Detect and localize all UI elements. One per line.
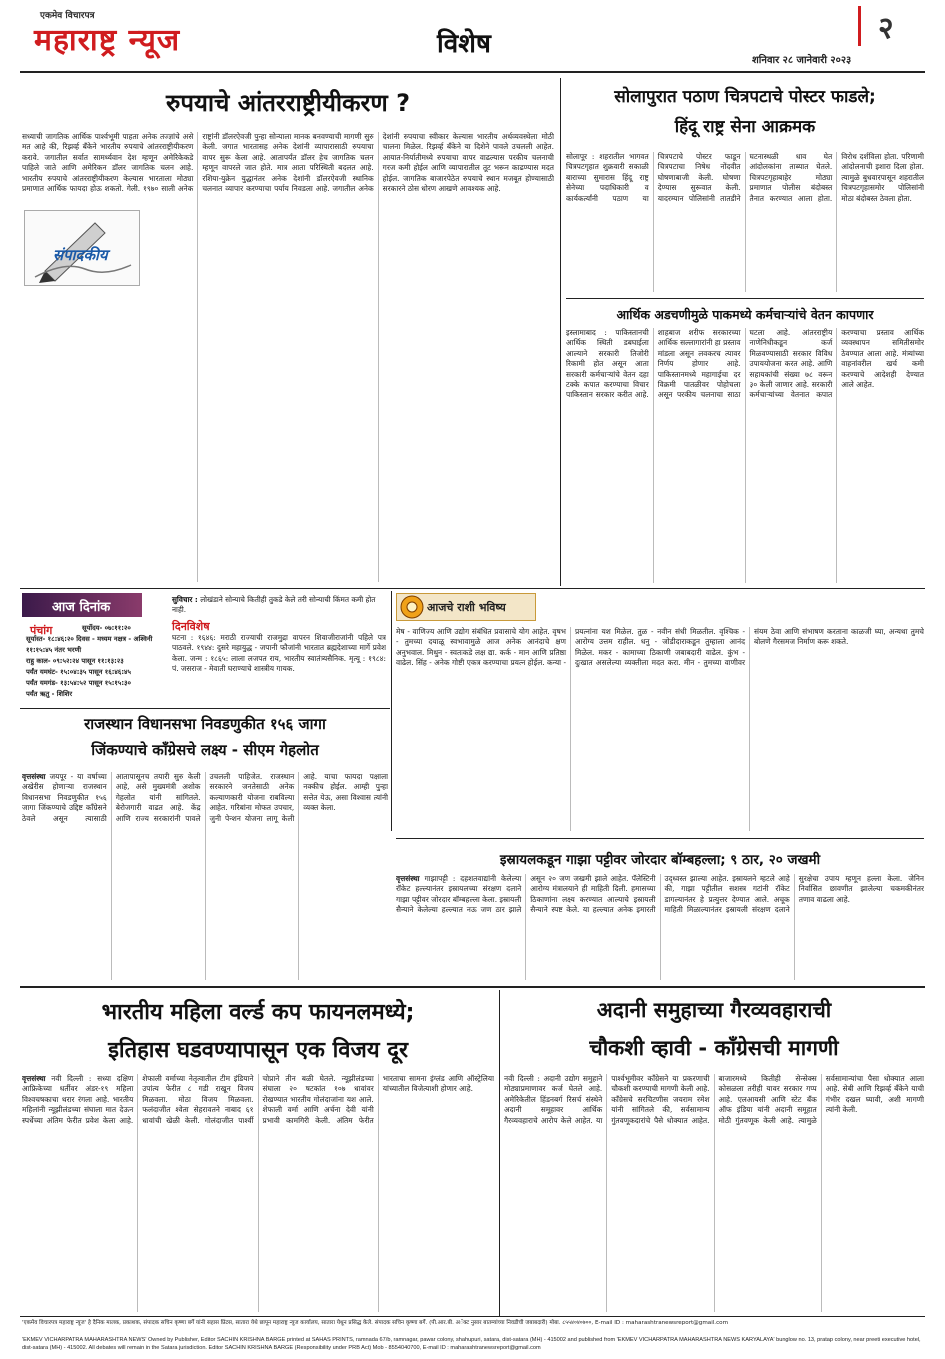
adani-article	[504, 992, 924, 1314]
masthead-name: महाराष्ट्र न्यूज	[34, 23, 181, 58]
solapur-headline-2: हिंदू राष्ट्र सेना आक्रमक	[674, 117, 816, 137]
adani-headline-2: चौकशी व्हावी - काँग्रेसची मागणी	[589, 1036, 839, 1060]
suvichar	[172, 595, 386, 615]
cricket-article	[22, 992, 494, 1314]
israel-byline: वृत्तसंस्था	[396, 874, 420, 883]
panchang-title: आज दिनांक	[52, 600, 111, 615]
footer-english: 'EKMEV VICHARPATRA MAHARASHTRA NEWS' Owned by Publisher, Editor SACHIN KRISHNA BARGE printed at SAHAS PRINTS, ramnada 67/b, ramnagar, pawar colony, shahupuri, satara, dist-satara (MH) - 415002 and published from 'EKMEV VICHARPATRA MAHARASHTRA NEWS KARYALAYA' bunglow no. 13, pratap colony, near preeti executive hotel, dist-satara (MH) - 415002. All debates will remain in the Satara jurisdiction. Editor SACHIN KRISHNA BARGE (Responsibility under PRB Act) Mob - 8554040700, E-mail ID : maharashtranewsreport@gmail.com	[22, 1337, 921, 1351]
section-title: विशेष	[437, 29, 491, 59]
cricket-byline: वृत्तसंस्था	[22, 1074, 46, 1083]
dinvishesh-title: दिनविशेष	[172, 620, 210, 633]
vertical-divider-top	[560, 78, 561, 586]
solapur-headline-1: सोलापुरात पठाण चित्रपटाचे पोस्टर फाडले;	[614, 87, 876, 107]
panchang-lines	[26, 623, 168, 700]
panchang-box	[22, 593, 388, 705]
masthead	[0, 0, 945, 80]
panchang-line: सूर्यास्त- १८:४६:२० दिवस - मध्यम नक्षत्र - अश्विनी ११:१५:४५ नंतर भरणी	[26, 635, 153, 654]
panchang-line: सूर्योदय- ०७:११:२०	[82, 624, 131, 632]
israel-body	[396, 874, 924, 980]
solapur-bottom-rule	[566, 298, 924, 299]
vertical-divider-mid	[391, 591, 392, 831]
rashi-title: आजचे राशी भविष्य	[427, 601, 506, 614]
panchang-title-bar	[22, 593, 142, 617]
page-number-divider	[858, 6, 861, 46]
panchang-line: पर्यंत यमघंट- १५:०४:३५ पासून १६:४६:४५	[26, 668, 131, 676]
cricket-text: नवी दिल्ली : सध्या दक्षिण आफ्रिकेच्या धर्तीवर अंडर-१९ महिला विश्वचषकाचा थरार रंगला आहे. भारतीय महिलांनी न्यूझीलंडच्या संघाला मात देऊन स्पर्धेच्या अंतिम फेरीत प्रवेश केला आहे. शेफाली वर्माच्या नेतृत्वातील टीम इंडियाने उपांत्य फेरीत ८ गडी राखून विजय मिळवला. मोठा विजय मिळवला. फलंदाजीत श्वेता सेहरावतने नाबाद ६१ धावांची खेळी केली. गोलंदाजीत पार्श्वी चोप्राने तीन बळी घेतले. न्यूझीलंडच्या संघाला २० षटकांत १०७ धावांवर रोखण्यात भारतीय गोलंदाजांना यश आले. शेफाली वर्मा आणि अर्चना देवी यांनी प्रभावी कामगिरी केली. अंतिम फेरीत भारताचा सामना इंग्लंड आणि ऑस्ट्रेलिया यांच्यातील विजेत्याशी होणार आहे.	[22, 1074, 494, 1125]
editorial-article	[22, 80, 554, 585]
section-rule-2	[20, 708, 390, 709]
section-rule-3	[396, 838, 924, 839]
rashi-box	[396, 593, 924, 835]
cricket-headline-2: इतिहास घडवण्यापासून एक विजय दूर	[108, 1038, 408, 1063]
rajasthan-headline-1: राजस्थान विधानसभा निवडणुकीत १५६ जागा	[84, 715, 326, 733]
cricket-body	[22, 1074, 494, 1312]
adani-headline-1: अदानी समुहाच्या गैरव्यवहाराची	[596, 998, 832, 1022]
vertical-divider-bottom	[499, 990, 500, 1316]
rajasthan-body	[22, 772, 388, 980]
suvichar-text: लोखंडाने सोन्याचे कितीही तुकडे केले तरी सोन्याची किंमत कमी होत नाही.	[172, 595, 376, 614]
section-rule-1	[20, 588, 925, 589]
israel-headline: इस्रायलकडून गाझा पट्टीवर जोरदार बॉम्बहल्ला; ९ ठार, २० जखमी	[499, 852, 821, 868]
salary-article	[566, 302, 924, 586]
rajasthan-article	[22, 712, 388, 982]
issue-date: शनिवार २८ जानेवारी २०२३	[752, 55, 852, 66]
israel-article	[396, 842, 924, 982]
panchang-line: राहु काल- ०९:५२:२४ पासून ११:१३:२३	[26, 657, 124, 665]
solapur-article	[566, 80, 924, 298]
panchang-line: पर्यंत यमगंड- १३:५४:५२ पासून १५:१५:३०	[26, 679, 131, 687]
zodiac-wheel-icon	[400, 595, 424, 619]
footer-rule	[20, 1316, 925, 1317]
footer-marathi: 'एकमेव विचारपत्र महाराष्ट्र न्यूज' हे दैनिक मालक, प्रकाशक, संपादक सचिन कृष्णा बर्गे यांनी सहास प्रिंटस, सातारा येथे छापून महाराष्ट्र न्यूज कार्यालय, सातारा येथून प्रसिद्ध केले. संपादक सचिन कृष्णा बर्गे. (पी.आर.बी. अॅक्ट नुसार बातम्यांच्या निवडीची जबाबदारी) मोबा. ८५५४०४०७००, E-mail ID : maharashtranewsreport@gmail.com	[22, 1320, 729, 1326]
editorial-headline: रुपयाचे आंतरराष्ट्रीयीकरण ?	[165, 89, 411, 117]
suvichar-label: सुविचार :	[172, 595, 198, 604]
panchang-heading: पंचांग	[30, 624, 53, 637]
page-number: २	[878, 11, 894, 46]
section-rule-4	[20, 986, 925, 988]
masthead-tagline: एकमेव विचारपत्र	[40, 11, 95, 21]
rajasthan-text: जयपूर - या वर्षाच्या अखेरीस होणाऱ्या राजस्थान विधानसभा निवडणुकीत १५६ जागा जिंकण्याचे उद्दिष्ट काँग्रेसने ठेवले असून त्यासाठी आतापासूनच तयारी सुरु केली आहे, असे मुख्यमंत्री अशोक गेहलोत यांनी सांगितले. बेरोजगारी वाढत आहे. केंद्र आणि राज्य सरकारांनी पावले उचलली पाहिजेत. राजस्थान सरकारने जनतेसाठी अनेक कल्याणकारी योजना राबविल्या आहेत. गरिबांना मोफत उपचार, जुनी पेन्शन योजना लागू केली आहे. याचा फायदा पक्षाला नक्कीच होईल. आम्ही पुन्हा सत्तेत येऊ, असा विश्वास त्यांनी व्यक्त केला.	[22, 772, 388, 823]
cricket-headline-1: भारतीय महिला वर्ल्ड कप फायनलमध्ये;	[101, 1000, 415, 1025]
editorial-body: सध्याची जागतिक आर्थिक पार्श्वभूमी पाहता अनेक तज्ज्ञांचे असे मत आहे की, रिझर्व्ह बँकेने भारतीय रुपयाचे आंतरराष्ट्रीयीकरण करावे. जगातील सर्वात सामर्थ्यवान देश म्हणून अमेरिकेकडे पाहिले जाते आणि अमेरिकन डॉलर जागतिक चलन आहे. भारतीय रुपयाचे आंतरराष्ट्रीयीकरण केल्यास भारताला मोठ्या प्रमाणात आर्थिक फायदा होऊ शकतो. गेली. १९७० साली अनेक राष्ट्रांनी डॉलरऐवजी पुन्हा सोन्याला मानक बनवण्याची मागणी सुरु केली. जगात भारतासह अनेक देशांनी व्यापारासाठी रुपयाचा वापर सुरू केला आहे. आतापर्यंत डॉलर हेच जागतिक चलन म्हणून वापरले जात होते. मात्र आता परिस्थिती बदलत आहे. रशिया-युक्रेन युद्धानंतर अनेक देशांनी डॉलरऐवजी स्थानिक चलनात व्यापार करण्याचा पर्याय निवडला आहे. जगातील अनेक देशांनी रुपयाचा स्वीकार केल्यास भारतीय अर्थव्यवस्थेला मोठी चालना मिळेल. रिझर्व्ह बँकेने या दिशेने पावले उचलली आहेत. आयात-निर्यातीमध्ये रुपयाचा वापर वाढल्यास परकीय चलनाची गरज कमी होईल आणि व्यापारातील तूट भरून काढण्यास मदत होईल. जागतिक बाजारपेठेत रुपयाचे स्थान मजबूत होण्यासाठी सरकारने ठोस धोरण आखणे आवश्यक आहे.	[22, 132, 554, 194]
israel-text: गाझापट्टी : दहशतवाद्यांनी केलेल्या रॉकेट हल्ल्यानंतर इस्रायलच्या संरक्षण दलाने गाझा पट्टीवर जोरदार बॉम्बहल्ला केला. इस्रायली सैन्याने केलेल्या हल्ल्यात नऊ जण ठार झाले असून २० जण जखमी झाले आहेत. पॅलेस्टिनी आरोग्य मंत्रालयाने ही माहिती दिली. हमासच्या ठिकाणांना लक्ष्य करण्यात आल्याचे इस्रायली सैन्याने स्पष्ट केले. या हल्ल्यात अनेक इमारती उद्ध्वस्त झाल्या आहेत. इस्रायलने म्हटले आहे की, गाझा पट्टीतील सशस्त्र गटांनी रॉकेट डागल्यानंतर हे प्रत्युत्तर देण्यात आले. अचूक माहिती मिळाल्यानंतर इस्रायली संरक्षण दलाने सुरक्षेचा उपाय म्हणून हल्ला केला. जेनिन निर्वासित छावणीत झालेल्या चकमकीनंतर तणाव वाढला आहे.	[396, 874, 924, 915]
masthead-rule	[20, 71, 925, 73]
editorial-label: संपादकीय	[53, 246, 108, 264]
dinvishesh-text: घटना : १६४६: मराठी राज्याची राजमुद्रा वापरन शिवाजीराजांनी पहिले पत्र पाठवले. १९४४: दुसरे महायुद्ध - जपानी फौजांनी भारतात ब्रह्मदेशाच्या मार्गे प्रवेश केला. जन्म : १८६५: लाला लजपत राय, भारतीय स्वातंत्र्यसैनिक. मृत्यू : १९८४: पं. जसराज - मेवाती घराण्याचे शास्त्रीय गायक.	[172, 633, 386, 674]
rashi-body: मेष - वाणिज्य आणि उद्योग संबंधित प्रवासाचे योग आहेत. वृषभ - तुमच्या दयाळू स्वभावामुळे आज अनेक आनंदाचे क्षण अनुभवाल. मिथुन - स्वतःकडे लक्ष द्या. कर्क - मान आणि प्रतिष्ठा वाढेल. सिंह - अनेक गोष्टी एकत्र करण्याचा प्रयत्न होईल. कन्या - प्रयत्नांना यश मिळेल. तुळ - नवीन संधी मिळतील. वृश्चिक - आरोग्य उत्तम राहील. धनु - जोडीदाराकडून तुम्हाला आनंद मिळेल. मकर - कामाच्या ठिकाणी जबाबदारी वाढेल. कुंभ - दुःखात असलेल्या व्यक्तीला मदत करा. मीन - तुमच्या वाणीवर संयम ठेवा आणि संभाषण करताना काळजी घ्या, अन्यथा तुमचे बोलणे गैरसमज निर्माण करू शकते.	[396, 627, 924, 668]
panchang-line: पर्यंत ऋतु - शिशिर	[26, 690, 73, 698]
adani-body: नवी दिल्ली : अदानी उद्योग समुहाने मोठ्याप्रमाणावर कर्ज घेतले आहे. अमेरिकेतील हिंडनबर्ग रिसर्च संस्थेने अदानी समूहावर आर्थिक गैरव्यवहाराचे आरोप केले आहेत. या पार्श्वभूमीवर काँग्रेसने या प्रकरणाची चौकशी करण्याची मागणी केली आहे. काँग्रेसचे सरचिटणीस जयराम रमेश यांनी सांगितले की, सर्वसामान्य गुंतवणूकदारांचे पैसे धोक्यात आहेत. बाजारमध्ये कितीही सेन्सेक्स कोसळला तरीही यावर सरकार गप्प आहे. एलआयसी आणि स्टेट बँक ऑफ इंडिया यांनी अदानी समूहात मोठी गुंतवणूक केली आहे. त्यामुळे सर्वसामान्यांचा पैसा धोक्यात आला आहे. सेबी आणि रिझर्व्ह बँकेने याची गंभीर दखल घ्यावी, अशी मागणी त्यांनी केली.	[504, 1074, 924, 1125]
rajasthan-byline: वृत्तसंस्था	[22, 772, 46, 781]
rashi-title-bar	[396, 593, 536, 621]
solapur-body: सोलापूर : शहरातील भागवत चित्रपटगृहात शुक्रवारी सकाळी बाराच्या सुमारास हिंदू राष्ट्र सेनेच्या पदाधिकारी व कार्यकर्त्यांनी पठाण या चित्रपटाचे पोस्टर फाडून चित्रपटाचा निषेध नोंदवीत घोषणाबाजी केली. घोषणा देण्यास सुरूवात केली. यादरम्यान पोलिसांनी तातडीने घटनास्थळी धाव घेत आंदोलकांना ताब्यात घेतले. चित्रपटगृहाबाहेर मोठ्या प्रमाणात पोलीस बंदोबस्त तैनात करण्यात आला होता. विरोध दर्शविला होता. परिणामी आंदोलनाची इशारा दिला होता. त्यामुळे बुधवारपासून शहरातील चित्रपटगृहासमोर पोलिसांनी मोठा बंदोबस्त ठेवला होता.	[566, 152, 924, 203]
rajasthan-headline-2: जिंकण्याचे काँग्रेसचे लक्ष्य - सीएम गेहलोत	[91, 741, 319, 759]
salary-body: इस्लामाबाद : पाकिस्तानची आर्थिक स्थिती डबघाईला आल्याने सरकारी तिजोरी रिकामी होत असून आता सरकारी कर्मचाऱ्यांचे वेतन दहा टक्के कपात करण्याचा विचार पाकिस्तान सरकार करीत आहे. शाहबाज शरीफ सरकारच्या आर्थिक सल्लागारांनी हा प्रस्ताव मांडला असून लवकरच त्यावर निर्णय होणार आहे. पाकिस्तानमध्ये महागाईचा दर विक्रमी पातळीवर पोहोचला असून परकीय चलनाचा साठा घटला आहे. आंतरराष्ट्रीय नाणेनिधीकडून कर्ज मिळवण्यासाठी सरकार विविध उपाययोजना करत आहे. आणि सहायकांची संख्या ७८ वरून ३० केली जाणार आहे. सरकारी कर्मचाऱ्यांच्या वेतनात कपात करण्याचा प्रस्ताव आर्थिक व्यवस्थापन समितीसमोर ठेवण्यात आला आहे. मंत्र्यांच्या वाहनांवरील खर्च कमी करण्याचे आदेशही देण्यात आले आहेत.	[566, 328, 924, 400]
salary-headline: आर्थिक अडचणीमुळे पाकमध्ये कर्मचाऱ्यांचे वेतन कापणार	[616, 307, 874, 322]
